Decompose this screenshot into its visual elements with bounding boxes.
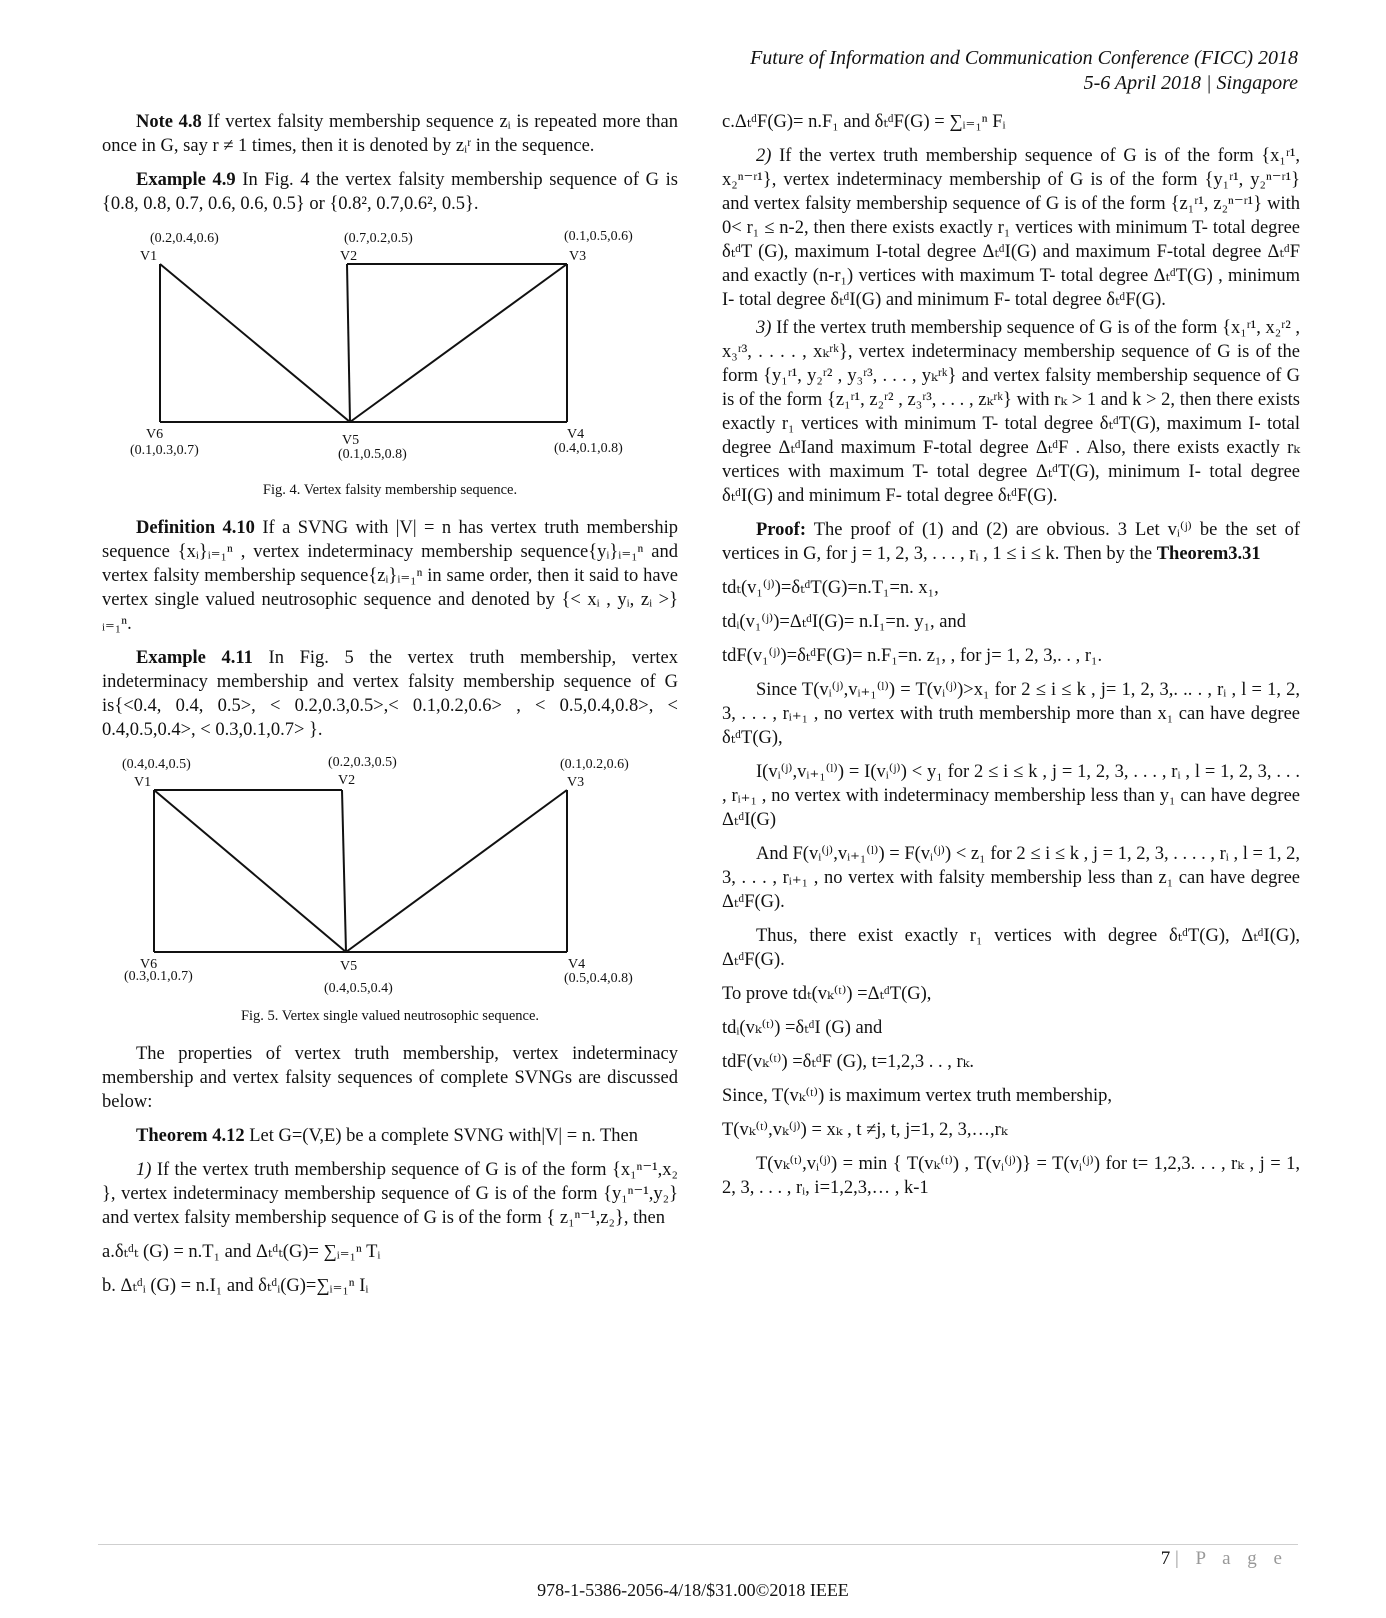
fig5-label-v1: (0.4,0.4,0.5) [122,757,191,772]
fig4-name-v6: V6 [146,427,164,442]
fig5-name-v2: V2 [338,773,356,788]
thus-paragraph: Thus, there exist exactly r₁ vertices with degree δₜᵈT(G), ΔₜᵈI(G), ΔₜᵈF(G). [722,926,1300,970]
equation-t-kk: T(vₖ⁽ᵗ⁾,vₖ⁽ʲ⁾) = xₖ , t ≠j, t, j=1, 2, 3,…,rₖ [722,1120,1008,1140]
right-column [722,110,1300,1210]
since-indeterminacy-paragraph: I(vᵢ⁽ʲ⁾,vᵢ₊₁⁽ˡ⁾) = I(vᵢ⁽ʲ⁾) < y₁ for 2 ≤ i ≤ k , j = 1, 2, 3, . . . , rᵢ , l = 1, 2, 3, . . . , rᵢ₊₁ , no vertex with indeterminacy membership less than y₁ can have degree ΔₜᵈI(G) [722,762,1300,830]
fig5-label-v2: (0.2,0.3,0.5) [328,755,397,770]
properties-paragraph: The properties of vertex truth membership, vertex indeterminacy membership and vertex falsity sequences of complete SVNGs are discussed below: [102,1044,678,1112]
example-4-9 [102,168,678,216]
equation-td-t: tdₜ(v₁⁽ʲ⁾)=δₜᵈT(G)=n.T₁=n. x₁, [722,578,939,598]
proof-heading: Proof: [756,520,806,540]
running-header [750,46,1298,96]
figure-4-edges [160,264,567,422]
to-prove-line: To prove tdₜ(vₖ⁽ᵗ⁾) =ΔₜᵈT(G), [722,984,932,1004]
since-falsity-paragraph: And F(vᵢ⁽ʲ⁾,vᵢ₊₁⁽ˡ⁾) = F(vᵢ⁽ʲ⁾) < z₁ for 2 ≤ i ≤ k , j = 1, 2, 3, . . . . , rᵢ , l = 1, 2, 3, . . . , rᵢ₊₁ , no vertex with falsity membership less than z₁ can have degree ΔₜᵈF(G). [722,844,1300,912]
theorem-item-1 [102,1158,678,1230]
fig5-name-v4: V4 [568,957,586,972]
fig5-label-v6: (0.3,0.1,0.7) [124,969,193,984]
equation-c: c.ΔₜᵈF(G)= n.F₁ and δₜᵈF(G) = ∑ᵢ₌₁ⁿ Fᵢ [722,112,1006,132]
fig5-label-v5: (0.4,0.5,0.4) [324,981,393,996]
copyright-footer: 978-1-5386-2056-4/18/$31.00©2018 IEEE [537,1580,849,1600]
fig4-label-v2: (0.7,0.2,0.5) [344,231,413,246]
since-max-line: Since, T(vₖ⁽ᵗ⁾) is maximum vertex truth membership, [722,1086,1112,1106]
figure-4-graph [102,226,678,476]
fig4-label-v4: (0.4,0.1,0.8) [554,441,623,456]
fig5-name-v3: V3 [567,775,585,790]
figure-5-graph [102,752,678,1002]
note-body: If vertex falsity membership sequence zᵢ is repeated more than once in G, say r ≠ 1 times, then it is denoted by zᵢʳ in the sequence. [102,112,679,156]
fig5-label-v4: (0.5,0.4,0.8) [564,971,633,986]
fig4-label-v1: (0.2,0.4,0.6) [150,231,219,246]
figure-4-caption: Fig. 4. Vertex falsity membership sequence. [262,482,518,498]
figure-5-edges [154,790,567,952]
theorem-item-2 [722,144,1300,312]
fig4-name-v5: V5 [342,433,360,448]
fig4-label-v6: (0.1,0.3,0.7) [130,443,199,458]
equation-td-f-k: tdF(vₖ⁽ᵗ⁾) =δₜᵈF (G), t=1,2,3 . . , rₖ. [722,1052,975,1072]
definition-body: If a SVNG with |V| = n has vertex truth membership sequence {xᵢ}ᵢ₌₁ⁿ , vertex indeterminacy membership sequence{yᵢ}ᵢ₌₁ⁿ and vertex falsity membership sequence{zᵢ}ᵢ₌₁ⁿ in same order, then it said to have vertex single valued neutrosophic sequence and denoted by {< xᵢ , yᵢ, zᵢ >}ᵢ₌₁ⁿ. [102,518,679,634]
theorem-4-12 [102,1124,678,1148]
definition-4-10 [102,516,678,636]
figure-5-caption: Fig. 5. Vertex single valued neutrosophic sequence. [240,1008,540,1024]
page-word: | P a g e [1174,1548,1288,1569]
fig4-name-v1: V1 [140,249,158,264]
equation-td-i: tdᵢ(v₁⁽ʲ⁾)=ΔₜᵈI(G)= n.I₁=n. y₁, and [722,612,967,632]
item-body: If the vertex truth membership sequence of G is of the form {x₁ʳ¹, x₂ʳ² , x₃ʳ³, . . . . , xₖʳᵏ}, vertex indeterminacy membership sequence of G is of the form {y₁ʳ¹, y₂ʳ² , y₃ʳ³, . . . , yₖʳᵏ} and vertex falsity membership sequence of G is of the form {z₁ʳ¹, z₂ʳ² , z₃ʳ³, . . . , zₖʳᵏ} with rₖ > 1 and k > 2, then there exists exactly r₁ vertices with minimum T- total degree δₜᵈT(G), maximum I- total degree ΔₜᵈIand maximum F-total degree ΔₜᵈF . Also, there exists exactly rₖ vertices with maximum T- total degree ΔₜᵈT(G), minimum I- total degree δₜᵈI(G) and minimum F- total degree δₜᵈF(G). [722,318,1301,506]
equation-t-min: T(vₖ⁽ᵗ⁾,vᵢ⁽ʲ⁾) = min { T(vₖ⁽ᵗ⁾) , T(vᵢ⁽ʲ⁾)} = T(vᵢ⁽ʲ⁾) for t= 1,2,3. . . , rₖ , j = 1, 2, 3, . . . , rᵢ, i=1,2,3,… , k-1 [722,1154,1300,1198]
fig4-label-v5: (0.1,0.5,0.8) [338,447,407,462]
theorem-item-3 [722,316,1300,508]
fig5-label-v3: (0.1,0.2,0.6) [560,757,629,772]
item-number: 1) [136,1160,152,1180]
fig5-name-v5: V5 [340,959,358,974]
definition-heading: Definition 4.10 [136,518,255,538]
fig4-label-v3: (0.1,0.5,0.6) [564,229,633,244]
proof-body: The proof of (1) and (2) are obvious. 3 Let vᵢ⁽ʲ⁾ be the set of vertices in G, for j = 1, 2, 3, . . . , rᵢ , 1 ≤ i ≤ k. Then by the [722,520,1300,564]
fig4-name-v3: V3 [569,249,587,264]
theorem-body: Let G=(V,E) be a complete SVNG with|V| = n. Then [249,1126,638,1146]
item-number: 2) [756,146,772,166]
fig4-name-v4: V4 [567,427,585,442]
equation-td-i-k: tdᵢ(vₖ⁽ᵗ⁾) =δₜᵈI (G) and [722,1018,883,1038]
example-heading: Example 4.11 [136,648,253,668]
fig5-name-v1: V1 [134,775,152,790]
proof-theorem-ref: Theorem3.31 [1156,544,1261,564]
proof-paragraph [722,518,1300,566]
item-number: 3) [756,318,772,338]
theorem-heading: Theorem 4.12 [136,1126,245,1146]
example-4-11 [102,646,678,742]
item-body: If the vertex truth membership sequence of G is of the form {x₁ʳ¹, x₂ⁿ⁻ʳ¹}, vertex indeterminacy membership of G is of the form {y₁ʳ¹, y₂ⁿ⁻ʳ¹} and vertex falsity membership sequence of G is of the form {z₁ʳ¹, z₂ⁿ⁻ʳ¹} with 0< r₁ ≤ n-2, then there exists exactly r₁ vertices with minimum T- total degree δₜᵈT (G), maximum I-total degree ΔₜᵈI(G) and maximum F-total degree ΔₜᵈF and exactly (n-r₁) vertices with maximum T- total degree ΔₜᵈT(G) , minimum I- total degree δₜᵈI(G) and minimum F- total degree δₜᵈF(G). [722,146,1301,310]
page-number [1161,1548,1288,1570]
item-body: If the vertex truth membership sequence of G is of the form {x₁ⁿ⁻¹,x₂ }, vertex indeterminacy membership sequence of G is of the form {y₁ⁿ⁻¹,y₂} and vertex falsity membership sequence of G is of the form { z₁ⁿ⁻¹,z₂}, then [102,1160,679,1228]
fig5-name-v6: V6 [140,957,158,972]
page-number-value: 7 [1160,1548,1171,1569]
example-body: In Fig. 4 the vertex falsity membership sequence of G is {0.8, 0.8, 0.7, 0.6, 0.6, 0.5} or {0.8², 0.7,0.6², 0.5}. [102,170,679,214]
equation-a: a.δₜᵈₜ (G) = n.T₁ and Δₜᵈₜ(G)= ∑ᵢ₌₁ⁿ Tᵢ [102,1242,381,1262]
footer-divider [98,1544,1298,1545]
example-heading: Example 4.9 [136,170,236,190]
left-column [102,110,678,1308]
example-body: In Fig. 5 the vertex truth membership, vertex indeterminacy membership and vertex falsity membership sequence of G is{<0.4, 0.4, 0.5>, < 0.2,0.3,0.5>,< 0.1,0.2,0.6> , < 0.5,0.4,0.8>, < 0.4,0.5,0.4>, < 0.3,0.1,0.7> }. [102,648,679,740]
note-4-8 [102,110,678,158]
equation-td-f: tdF(v₁⁽ʲ⁾)=δₜᵈF(G)= n.F₁=n. z₁, , for j= 1, 2, 3,. . , r₁. [722,646,1103,666]
fig4-name-v2: V2 [340,249,358,264]
header-conference: Future of Information and Communication Conference (FICC) 2018 [750,47,1298,69]
header-date: 5-6 April 2018 | Singapore [1083,72,1298,94]
since-truth-paragraph: Since T(vᵢ⁽ʲ⁾,vᵢ₊₁⁽ˡ⁾) = T(vᵢ⁽ʲ⁾)>x₁ for 2 ≤ i ≤ k , j= 1, 2, 3,. .. . , rᵢ , l = 1, 2, 3, . . . , rᵢ₊₁ , no vertex with truth membership more than x₁ can have degree δₜᵈT(G), [722,680,1300,748]
equation-b: b. Δₜᵈᵢ (G) = n.I₁ and δₜᵈᵢ(G)=∑ᵢ₌₁ⁿ Iᵢ [102,1276,369,1296]
note-heading: Note 4.8 [136,112,202,132]
